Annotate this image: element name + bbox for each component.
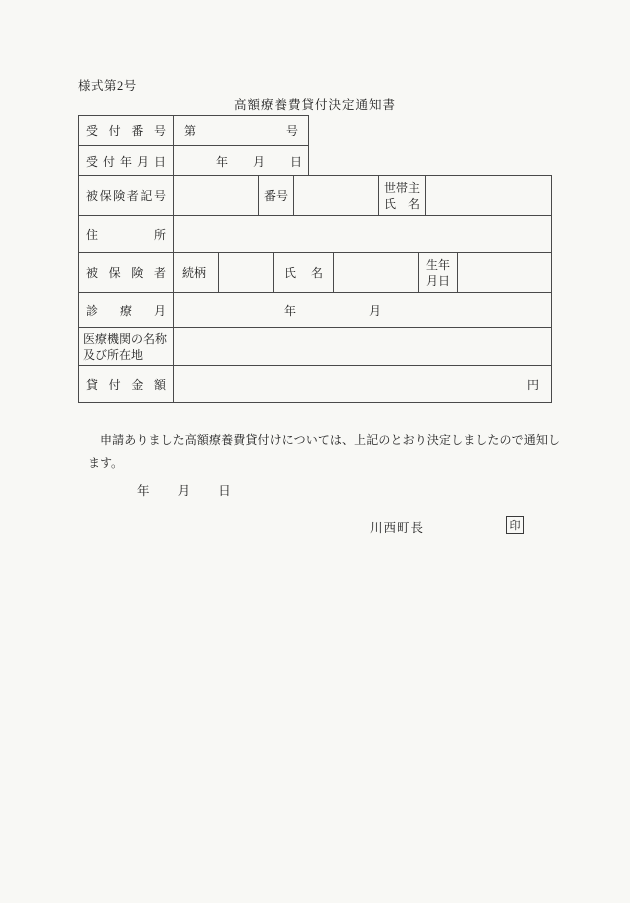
loan-amount-unit: 円 bbox=[526, 377, 539, 392]
treatment-month-label-cell bbox=[79, 293, 174, 328]
reception-date-label-cell bbox=[79, 146, 174, 176]
reception-date-field bbox=[174, 146, 309, 176]
reception-number-field bbox=[174, 116, 309, 146]
insured-name-label: 氏名 bbox=[284, 266, 323, 280]
insured-symbol-label-cell bbox=[79, 176, 174, 216]
reception-date-year: 年 bbox=[215, 154, 228, 169]
table-row-insured-symbol bbox=[79, 176, 552, 216]
table-row-treatment-month bbox=[79, 293, 552, 328]
issue-date-day: 日 bbox=[218, 484, 231, 498]
loan-amount-label: 貸付金額 bbox=[86, 377, 166, 392]
insured-number-label-cell bbox=[259, 176, 294, 216]
reception-date-month: 月 bbox=[252, 154, 265, 169]
treatment-month-field bbox=[174, 293, 552, 328]
relation-label: 続柄 bbox=[182, 266, 207, 280]
insured-symbol-label: 被保険者記号 bbox=[86, 189, 166, 203]
treatment-month-year: 年 bbox=[284, 303, 297, 318]
reception-date-label: 受付年月日 bbox=[86, 154, 166, 169]
reception-number-prefix: 第 bbox=[184, 124, 197, 138]
seal-character: 印 bbox=[509, 520, 521, 532]
insured-person-label: 被保険者 bbox=[86, 266, 166, 280]
insured-person-label-cell bbox=[79, 253, 174, 293]
medical-institution-label-cell bbox=[79, 328, 174, 366]
address-label-cell bbox=[79, 216, 174, 253]
birthdate-label-line1: 生年 bbox=[426, 257, 451, 272]
main-table bbox=[78, 175, 552, 403]
relation-field bbox=[219, 253, 274, 293]
insured-name-field bbox=[334, 253, 419, 293]
table-row-medical-institution bbox=[79, 328, 552, 366]
mayor-signature: 川西町長 bbox=[370, 521, 425, 535]
householder-name-field bbox=[426, 176, 552, 216]
table-row-reception-date bbox=[79, 146, 309, 176]
issue-date-month: 月 bbox=[177, 484, 191, 498]
loan-amount-field bbox=[174, 366, 552, 403]
reception-date-day: 日 bbox=[289, 154, 302, 169]
document-title: 高額療養費貸付決定通知書 bbox=[233, 98, 396, 112]
reception-number-suffix: 号 bbox=[285, 124, 298, 138]
notification-body-text: 申請ありました高額療養費貸付けについては、上記のとおり決定しましたので通知します。 bbox=[88, 433, 560, 470]
birthdate-label-line2: 月日 bbox=[426, 273, 451, 288]
address-label: 住所 bbox=[86, 227, 166, 242]
medical-institution-label-line2: 及び所在地 bbox=[83, 347, 144, 362]
reception-number-label-cell bbox=[79, 116, 174, 146]
relation-label-cell bbox=[174, 253, 219, 293]
reception-table bbox=[78, 115, 309, 176]
medical-institution-label-line1: 医療機関の名称 bbox=[83, 331, 168, 346]
insured-number-label: 番号 bbox=[263, 189, 288, 203]
table-row-loan-amount bbox=[79, 366, 552, 403]
insured-number-field bbox=[294, 176, 379, 216]
householder-label-line2: 氏名 bbox=[384, 196, 420, 211]
insured-symbol-field bbox=[174, 176, 259, 216]
householder-label-line1: 世帯主 bbox=[384, 180, 421, 195]
treatment-month-label: 診療月 bbox=[86, 303, 166, 318]
insured-name-label-cell bbox=[274, 253, 334, 293]
medical-institution-field bbox=[174, 328, 552, 366]
form-number: 様式第2号 bbox=[78, 79, 137, 93]
reception-number-label: 受付番号 bbox=[86, 124, 166, 138]
householder-name-label-cell bbox=[379, 176, 426, 216]
seal-mark bbox=[506, 516, 524, 534]
issue-date-line bbox=[137, 481, 231, 499]
loan-amount-label-cell bbox=[79, 366, 174, 403]
address-field bbox=[174, 216, 552, 253]
issue-date-year: 年 bbox=[137, 484, 150, 498]
treatment-month-month: 月 bbox=[369, 303, 382, 318]
birthdate-field bbox=[458, 253, 552, 293]
table-row-reception-number bbox=[79, 116, 309, 146]
table-row-insured-person bbox=[79, 253, 552, 293]
birthdate-label-cell bbox=[419, 253, 458, 293]
table-row-address bbox=[79, 216, 552, 253]
